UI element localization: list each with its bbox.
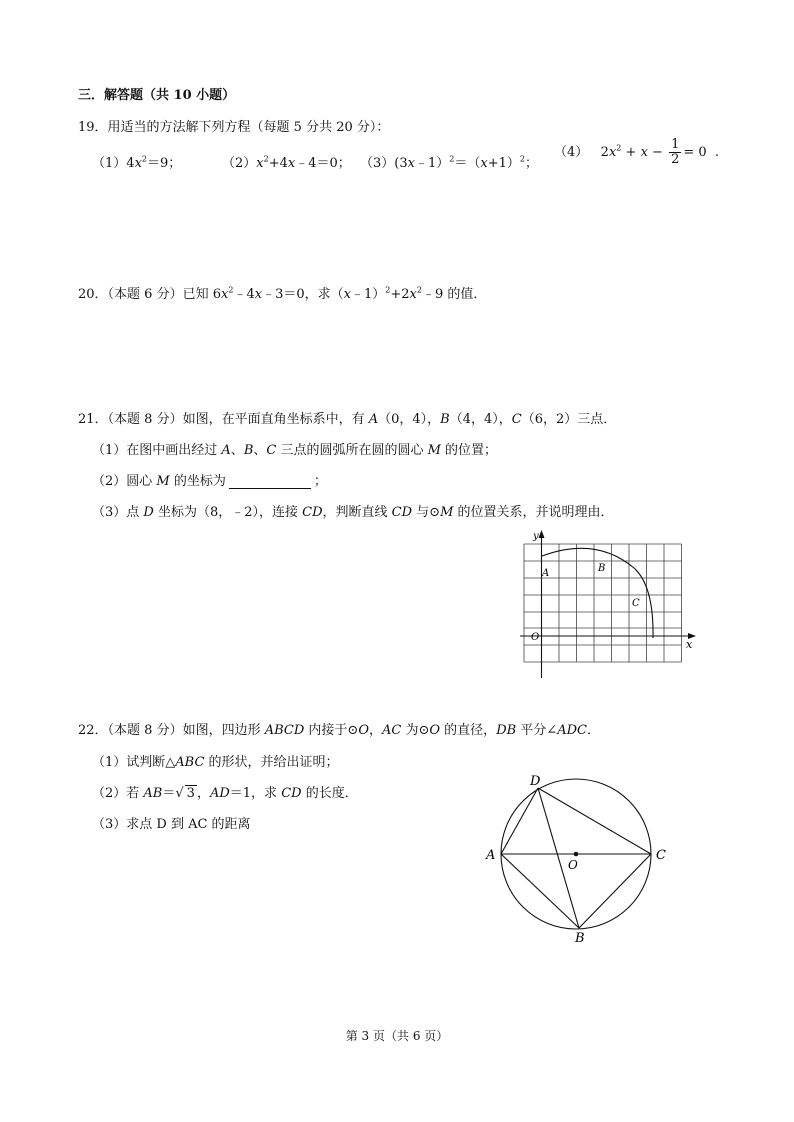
q19-part1: $(1)4x^2=9$； [92, 154, 182, 171]
segment-ad [501, 788, 538, 854]
x-axis-label: x [686, 638, 693, 651]
q19-stem: 19．用适当的方法解下列方程（每题 5 分共 20 分）： [78, 120, 390, 135]
center-point [574, 852, 579, 857]
q19-part3: $(3)(3x﹣1)^2=(x+1)^2$； [360, 154, 538, 171]
q22-stem: 22．（本题 8 分）如图，四边形 ABCD 内接于⊙O，AC 为⊙O 的直径，DB 平分∠ADC． [78, 723, 600, 738]
q20-stem: 20．（本题 6 分）已知 $6x^2﹣4x﹣3=0$，求$(x﹣1)^2+2x^2﹣9$ 的值． [78, 285, 487, 302]
q22-part3: （3）求点 D 到 AC 的距离 [92, 817, 251, 832]
q21-part3: （3）点 D 坐标为（8，﹣2），连接 CD，判断直线 CD 与⊙M 的位置关系，并说明理由． [92, 505, 614, 520]
label-b: B [575, 931, 585, 946]
origin-label: O [531, 632, 540, 643]
section-header: 三．解答题（共 10 小题） [78, 88, 236, 103]
label-o: O [568, 858, 578, 872]
q22-part2: （2）若 AB＝√ 3 ，AD＝1，求 CD 的长度． [92, 786, 358, 801]
q19-part2: $(2)x^2+4x﹣4=0$； [222, 154, 351, 171]
answer-blank[interactable] [229, 475, 311, 489]
y-axis-label: y [533, 531, 539, 542]
q21-stem: 21．（本题 8 分）如图，在平面直角坐标系中，有 A（0，4），B（4，4），C（6，2）三点． [78, 412, 617, 427]
label-c: C [656, 848, 666, 863]
page-footer: 第 3 页（共 6 页） [345, 1029, 449, 1043]
segment-bc [579, 854, 651, 928]
fraction: $\frac{1}{2}$ [671, 137, 680, 167]
coordinate-grid-figure [516, 526, 700, 680]
y-axis-arrow-icon [539, 530, 545, 538]
point-b-label: B [598, 563, 606, 574]
q22-part1: （1）试判断△ABC 的形状，并给出证明； [92, 755, 339, 770]
q19-part4: （4） $2x^2 + x$ − $\frac{1}{2}$ = 0 . [554, 137, 720, 167]
label-a: A [486, 848, 496, 863]
q21-part2: （2）圆心 M 的坐标为 ； [92, 474, 327, 489]
inscribed-quadrilateral-figure [480, 768, 680, 946]
point-a-label: A [542, 568, 550, 579]
point-c-label: C [632, 598, 640, 609]
label-d: D [530, 774, 541, 789]
q21-part1: （1）在图中画出经过 A、B、C 三点的圆弧所在圆的圆心 M 的位置； [92, 443, 498, 458]
